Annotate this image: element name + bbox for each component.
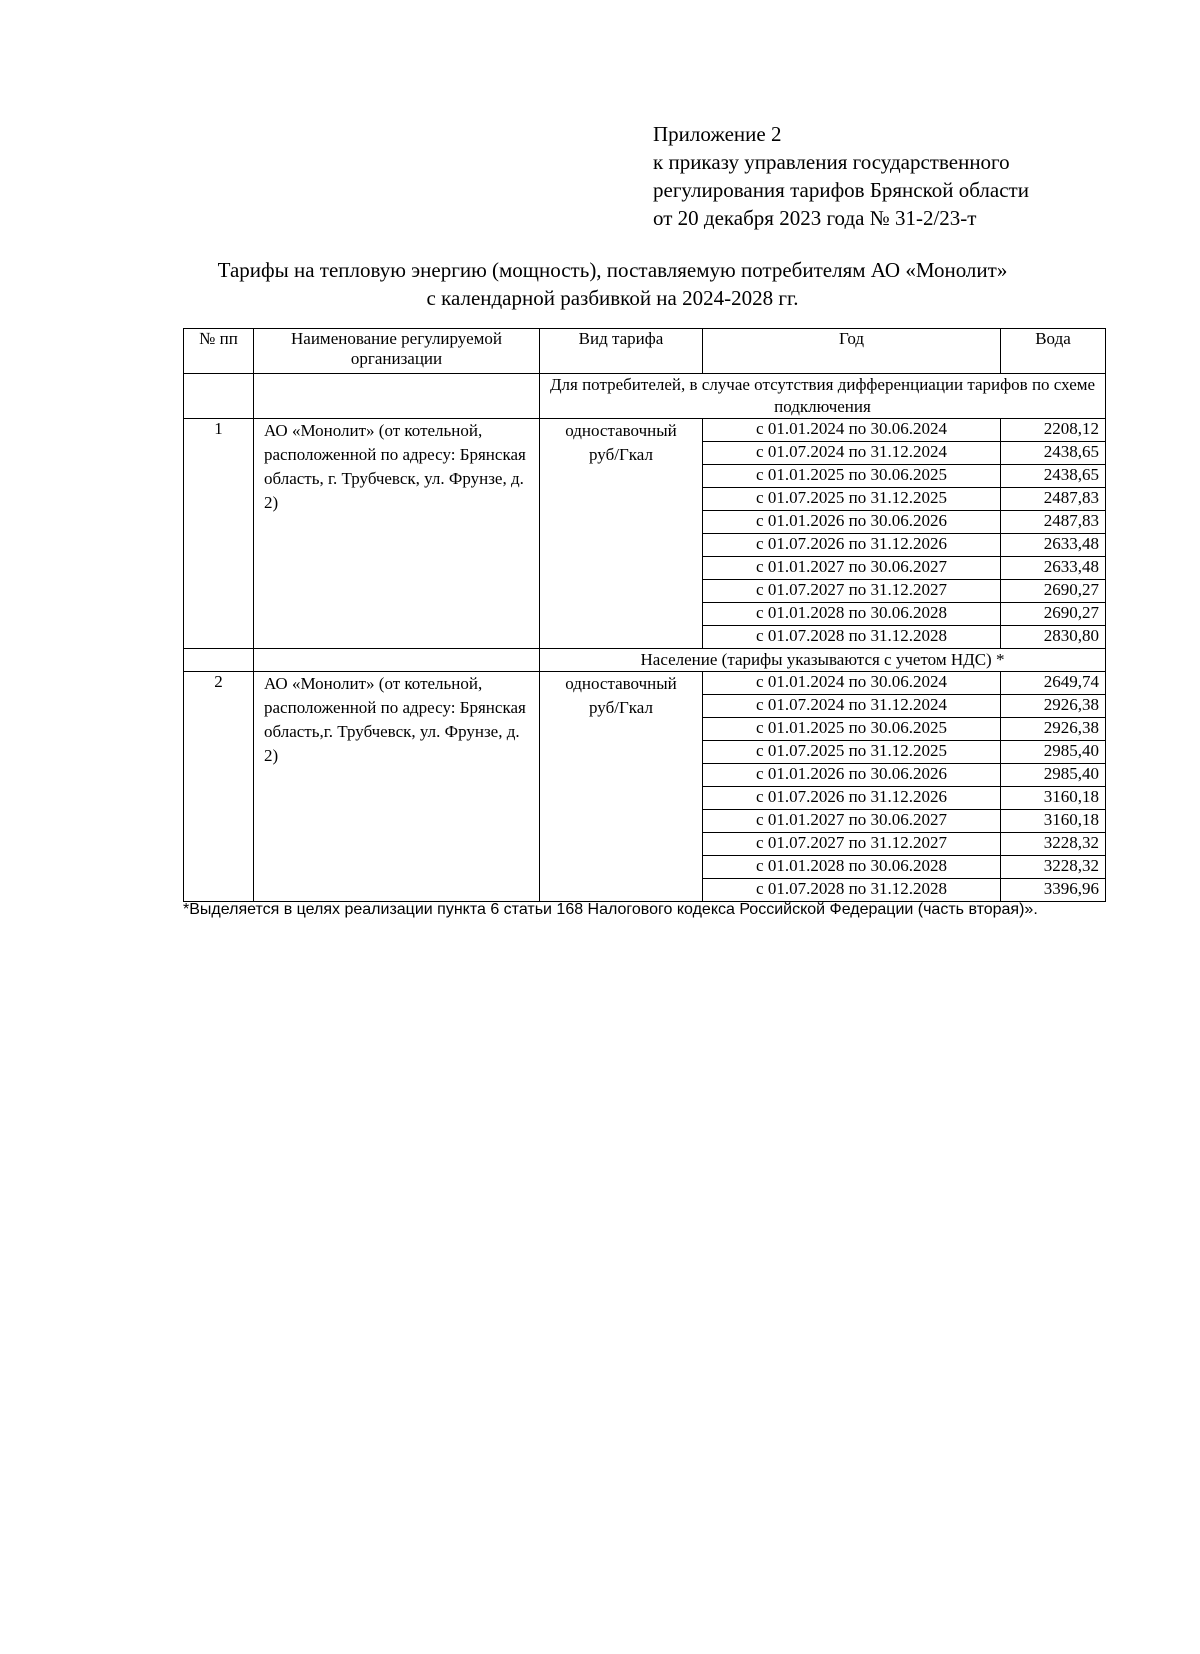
tariff-value: 2438,65: [1001, 442, 1106, 465]
period-cell: с 01.01.2025 по 30.06.2025: [703, 465, 1001, 488]
tariff-value: 2926,38: [1001, 718, 1106, 741]
period-cell: с 01.07.2024 по 31.12.2024: [703, 442, 1001, 465]
tariff-value: 2649,74: [1001, 672, 1106, 695]
appendix-line: регулирования тарифов Брянской области: [653, 178, 1029, 202]
tariff-value: 2985,40: [1001, 741, 1106, 764]
group-row-population: [184, 649, 1106, 672]
empty-cell: [254, 374, 540, 419]
organization-name: АО «Монолит» (от котельной, расположенной по адресу: Брянская область,г. Трубчевск, ул. Фрунзе, д. 2): [254, 672, 540, 902]
period-cell: с 01.01.2026 по 30.06.2026: [703, 511, 1001, 534]
table-header-row: [184, 329, 1106, 374]
appendix-line: к приказу управления государственного: [653, 150, 1010, 174]
appendix-line: от 20 декабря 2023 года № 31-2/23-т: [653, 206, 977, 230]
period-cell: с 01.07.2028 по 31.12.2028: [703, 626, 1001, 649]
header-water: Вода: [1001, 329, 1106, 374]
period-cell: с 01.01.2024 по 30.06.2024: [703, 419, 1001, 442]
title-line: с календарной разбивкой на 2024-2028 гг.: [426, 286, 799, 310]
tariff-kind-type: одноставочный: [565, 674, 677, 693]
period-cell: с 01.01.2028 по 30.06.2028: [703, 856, 1001, 879]
tariff-value: 2690,27: [1001, 603, 1106, 626]
group-label: Для потребителей, в случае отсутствия дифференциации тарифов по схеме подключения: [540, 374, 1106, 419]
table-row: [184, 672, 1106, 695]
empty-cell: [254, 649, 540, 672]
tariff-kind-unit: руб/Гкал: [589, 698, 653, 717]
period-cell: с 01.01.2027 по 30.06.2027: [703, 557, 1001, 580]
tariff-value: 3228,32: [1001, 856, 1106, 879]
tariff-table: [183, 328, 1106, 902]
tariff-kind: [540, 419, 703, 649]
period-cell: с 01.07.2025 по 31.12.2025: [703, 741, 1001, 764]
footnote: *Выделяется в целях реализации пункта 6 статьи 168 Налогового кодекса Российской Федерации (часть вторая)».: [183, 901, 1038, 918]
period-cell: с 01.01.2026 по 30.06.2026: [703, 764, 1001, 787]
period-cell: с 01.01.2025 по 30.06.2025: [703, 718, 1001, 741]
title-line: Тарифы на тепловую энергию (мощность), поставляемую потребителям АО «Монолит»: [217, 258, 1008, 282]
period-cell: с 01.07.2026 по 31.12.2026: [703, 534, 1001, 557]
document-title: [120, 256, 1105, 312]
appendix-header: [653, 120, 1029, 232]
row-number: 2: [184, 672, 254, 902]
appendix-line: Приложение 2: [653, 122, 782, 146]
empty-cell: [184, 649, 254, 672]
tariff-value: 2487,83: [1001, 511, 1106, 534]
table-row: [184, 419, 1106, 442]
row-number: 1: [184, 419, 254, 649]
header-kind: Вид тарифа: [540, 329, 703, 374]
period-cell: с 01.01.2028 по 30.06.2028: [703, 603, 1001, 626]
tariff-value: 3228,32: [1001, 833, 1106, 856]
tariff-value: 2690,27: [1001, 580, 1106, 603]
period-cell: с 01.07.2027 по 31.12.2027: [703, 580, 1001, 603]
tariff-value: 3160,18: [1001, 810, 1106, 833]
period-cell: с 01.01.2027 по 30.06.2027: [703, 810, 1001, 833]
header-year: Год: [703, 329, 1001, 374]
tariff-kind-type: одноставочный: [565, 421, 677, 440]
tariff-value: 2633,48: [1001, 534, 1106, 557]
empty-cell: [184, 374, 254, 419]
tariff-kind-unit: руб/Гкал: [589, 445, 653, 464]
group-row-consumers: [184, 374, 1106, 419]
period-cell: с 01.07.2028 по 31.12.2028: [703, 879, 1001, 902]
period-cell: с 01.07.2025 по 31.12.2025: [703, 488, 1001, 511]
period-cell: с 01.07.2024 по 31.12.2024: [703, 695, 1001, 718]
tariff-value: 2926,38: [1001, 695, 1106, 718]
tariff-kind: [540, 672, 703, 902]
tariff-value: 2830,80: [1001, 626, 1106, 649]
organization-name: АО «Монолит» (от котельной, расположенной по адресу: Брянская область, г. Трубчевск, ул. Фрунзе, д. 2): [254, 419, 540, 649]
period-cell: с 01.07.2026 по 31.12.2026: [703, 787, 1001, 810]
tariff-value: 3396,96: [1001, 879, 1106, 902]
tariff-value: 2487,83: [1001, 488, 1106, 511]
tariff-value: 2438,65: [1001, 465, 1106, 488]
header-org: Наименование регулируемой организации: [254, 329, 540, 374]
tariff-value: 2208,12: [1001, 419, 1106, 442]
period-cell: с 01.01.2024 по 30.06.2024: [703, 672, 1001, 695]
period-cell: с 01.07.2027 по 31.12.2027: [703, 833, 1001, 856]
header-num: № пп: [184, 329, 254, 374]
group-label: Население (тарифы указываются с учетом НДС) *: [540, 649, 1106, 672]
tariff-value: 3160,18: [1001, 787, 1106, 810]
tariff-value: 2985,40: [1001, 764, 1106, 787]
tariff-value: 2633,48: [1001, 557, 1106, 580]
